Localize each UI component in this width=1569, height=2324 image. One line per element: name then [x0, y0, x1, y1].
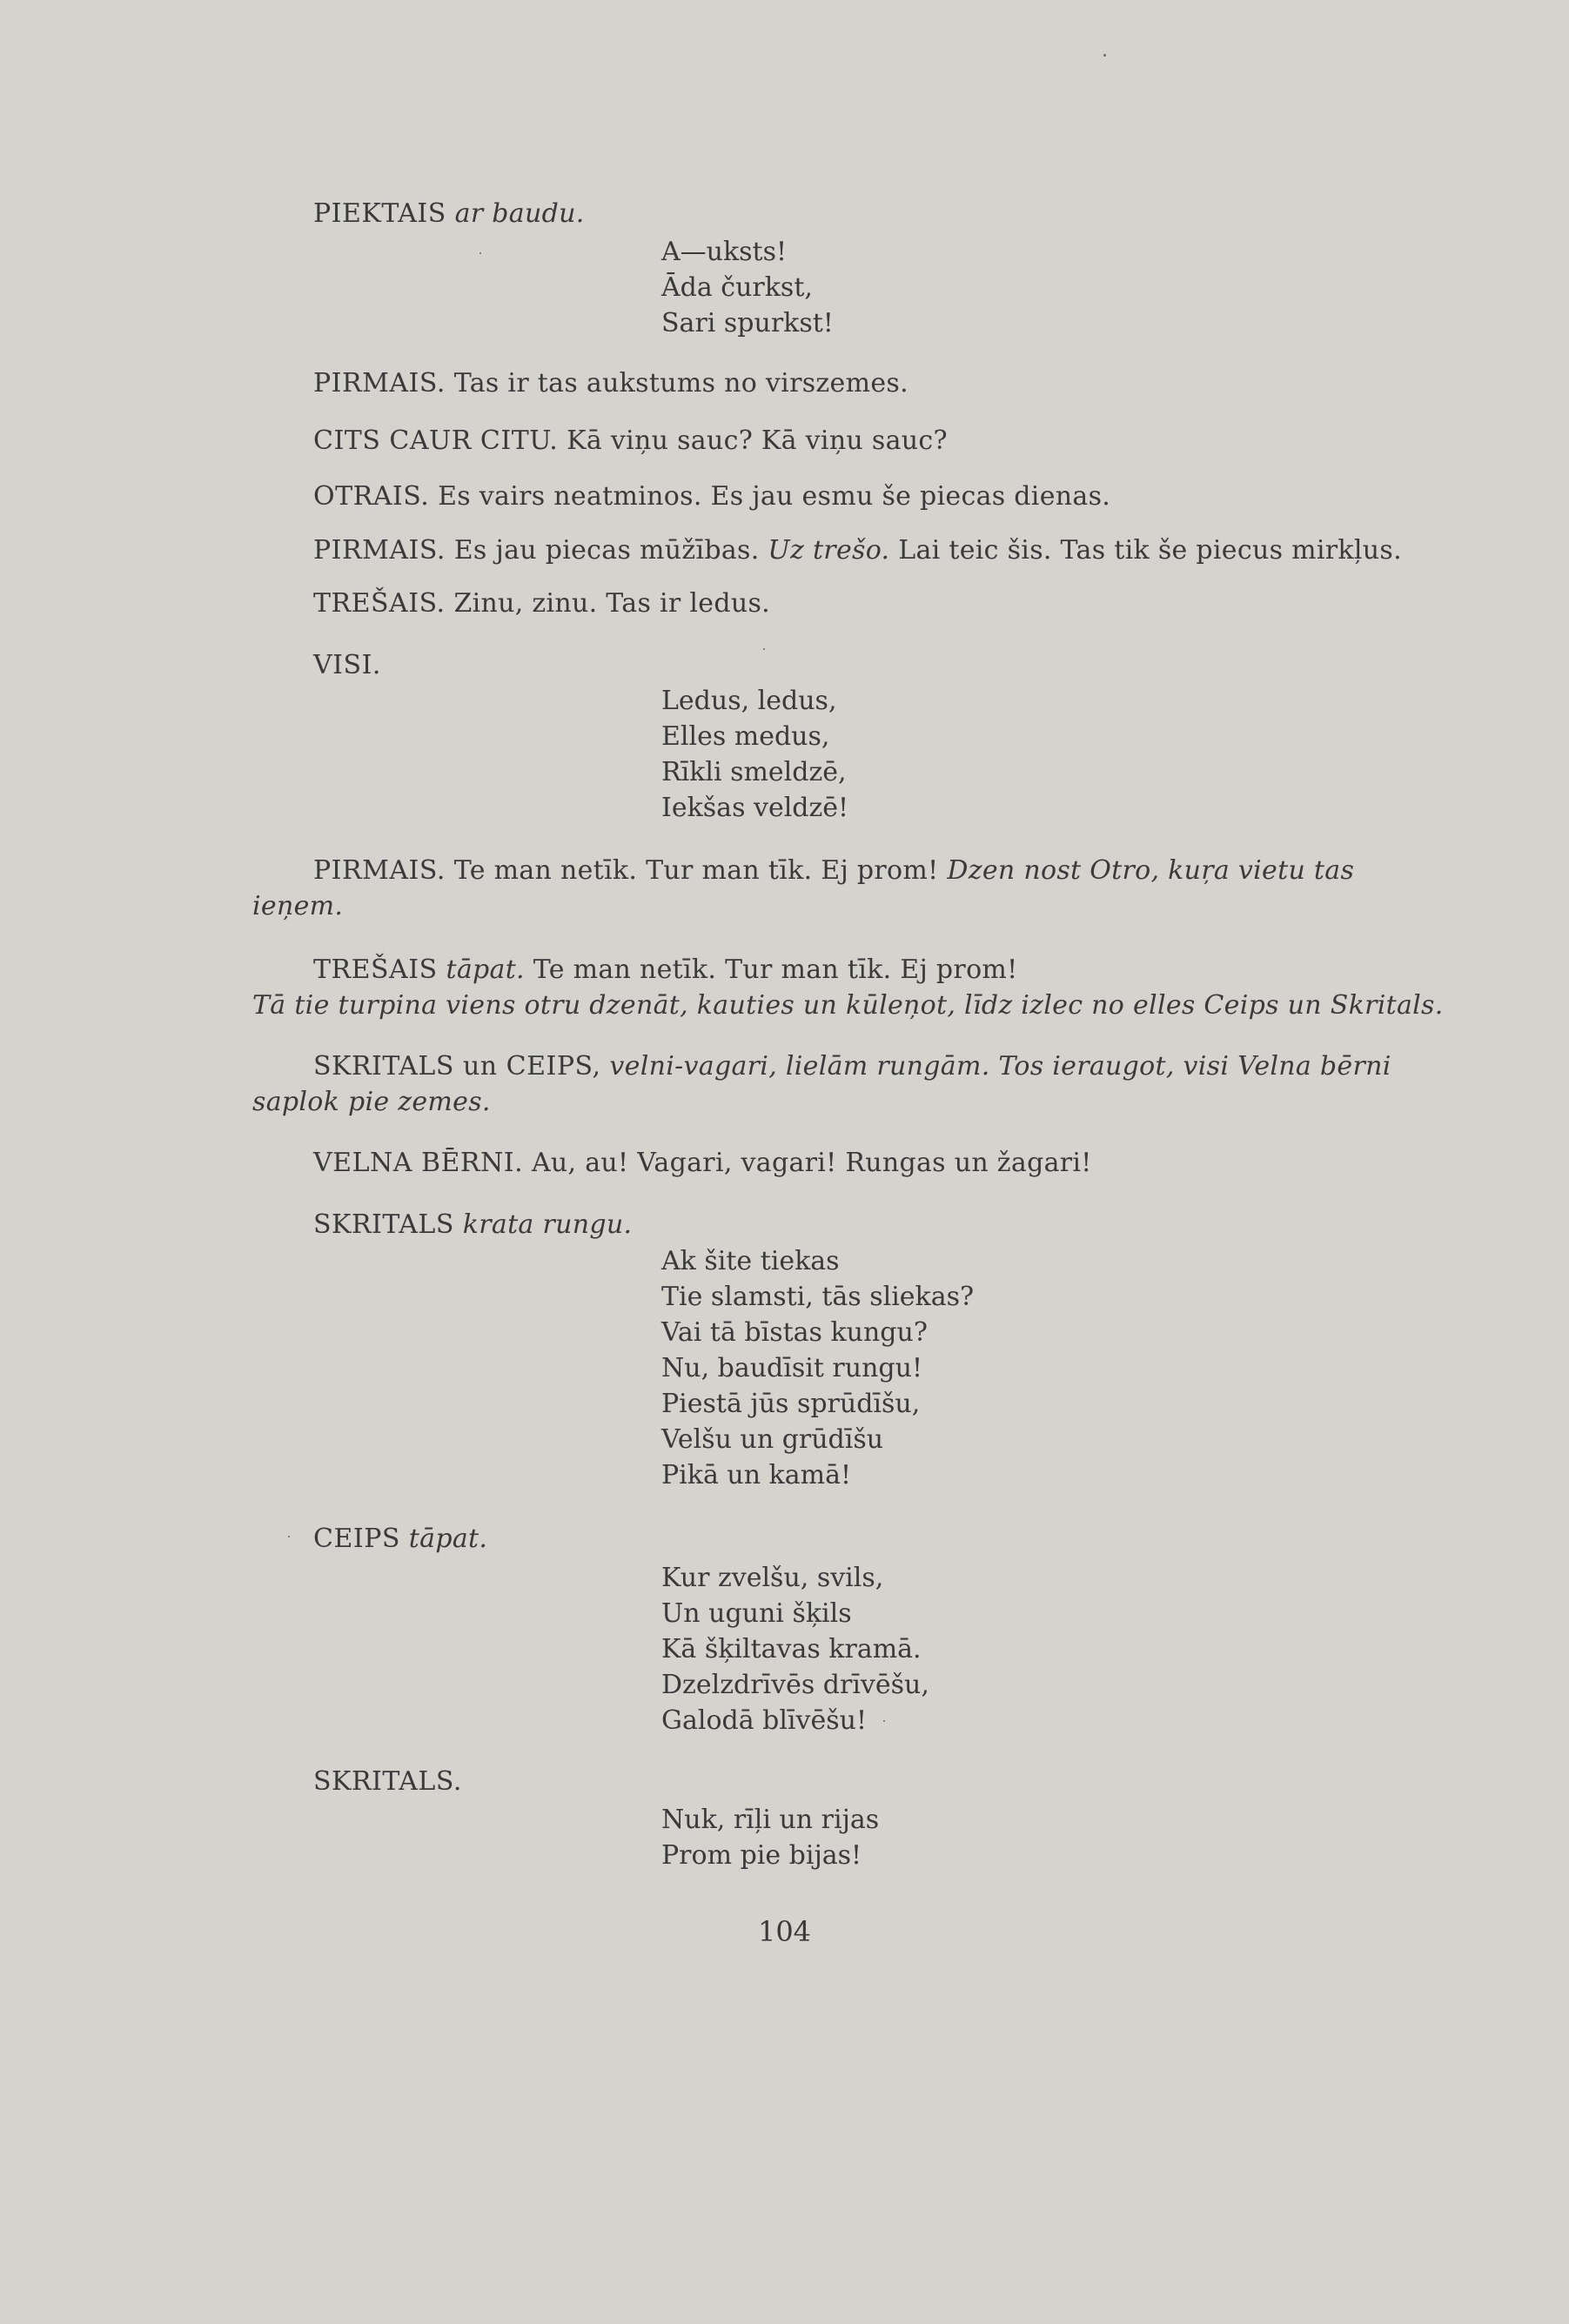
dialogue-line: [313, 854, 1354, 888]
stage-line: [313, 1208, 632, 1242]
verse-line: Iekšas veldzē!: [661, 793, 849, 823]
verse-block: [661, 234, 834, 341]
dialogue-line: [313, 533, 1402, 568]
verse-line: Tie slamsti, tās sliekas?: [661, 1282, 975, 1312]
dialogue-line: [313, 586, 770, 621]
verse-line: Dzelzdrīvēs drīvēšu,: [661, 1670, 929, 1700]
dialogue-text: Au, au! Vagari, vagari! Rungas un žagari!: [531, 1148, 1092, 1178]
verse-line: Sari spurkst!: [661, 308, 834, 338]
page-number: 104: [757, 1915, 812, 1948]
speaker-name: SKRITALS: [313, 1209, 454, 1240]
dialogue-text: Te man netīk. Tur man tīk. Ej prom!: [453, 855, 939, 886]
speaker-name: PIRMAIS.: [313, 368, 446, 398]
speaker-name: PIRMAIS.: [313, 535, 446, 566]
stage-direction: Uz trešo.: [768, 535, 890, 566]
paper-speck: [1103, 54, 1106, 57]
dialogue-text: Es jau piecas mūžības.: [453, 535, 760, 566]
dialogue-line: [313, 366, 909, 401]
stage-direction: velni-vagari, lielām rungām. Tos ieraugot, visi Velna bērni: [609, 1051, 1391, 1082]
verse-block: [661, 1802, 879, 1873]
stage-line: [313, 1049, 1391, 1084]
verse-block: [661, 683, 848, 826]
verse-line: Velšu un grūdīšu: [661, 1424, 884, 1455]
paper-speck: [479, 252, 481, 254]
verse-block: [661, 1243, 974, 1493]
speaker-name: VISI.: [313, 650, 381, 680]
dialogue-line: [313, 479, 1110, 514]
verse-line: Kā šķiltavas kramā.: [661, 1634, 922, 1664]
verse-line: A—uksts!: [661, 237, 788, 267]
speaker-name: PIRMAIS.: [313, 855, 446, 886]
paper-speck: [763, 648, 765, 650]
paper-speck: [288, 1536, 290, 1537]
verse-line: Elles medus,: [661, 721, 830, 752]
dialogue-text: Tas ir tas aukstums no virszemes.: [453, 368, 909, 398]
dialogue-line: [313, 953, 1018, 988]
verse-line: Kur zvelšu, svils,: [661, 1563, 884, 1593]
speaker-name: PIEKTAIS: [313, 198, 446, 229]
verse-line: Vai tā bīstas kungu?: [661, 1317, 928, 1348]
verse-line: Prom pie bijas!: [661, 1840, 862, 1871]
stage-line: [313, 648, 381, 683]
stage-line: [313, 1765, 462, 1799]
speaker-name: SKRITALS.: [313, 1766, 462, 1797]
stage-direction: krata rungu.: [462, 1209, 633, 1240]
speaker-name: CITS CAUR CITU.: [313, 425, 559, 456]
stage-line: [313, 197, 585, 231]
stage-direction: ar baudu.: [454, 198, 585, 229]
verse-line: Rīkli smeldzē,: [661, 757, 847, 787]
verse-line: Nuk, rīļi un rijas: [661, 1805, 880, 1835]
dialogue-line: [313, 1146, 1092, 1181]
verse-line: Ak šite tiekas: [661, 1246, 840, 1276]
stage-direction: ieņem.: [252, 891, 344, 921]
dialogue-text: Kā viņu sauc? Kā viņu sauc?: [567, 425, 948, 456]
stage-line: [313, 1522, 487, 1557]
stage-direction: tāpat.: [446, 954, 525, 985]
verse-line: Ledus, ledus,: [661, 686, 837, 716]
dialogue-text: Es vairs neatminos. Es jau esmu še piecas dienas.: [438, 481, 1111, 512]
dialogue-line: [313, 424, 948, 459]
speaker-name: SKRITALS un CEIPS,: [313, 1051, 601, 1082]
verse-line: Pikā un kamā!: [661, 1460, 852, 1490]
dialogue-text: Zinu, zinu. Tas ir ledus.: [453, 588, 770, 619]
speaker-name: TREŠAIS: [313, 954, 438, 985]
speaker-name: CEIPS: [313, 1524, 400, 1554]
verse-block: [661, 1560, 929, 1738]
verse-line: Un uguni šķils: [661, 1598, 852, 1629]
stage-direction: Dzen nost Otro, kuŗa vietu tas: [947, 855, 1355, 886]
stage-direction: tāpat.: [408, 1524, 488, 1554]
verse-line: Nu, baudīsit rungu!: [661, 1353, 922, 1383]
dialogue-text: Te man netīk. Tur man tīk. Ej prom!: [533, 954, 1018, 985]
speaker-name: VELNA BĒRNI.: [313, 1148, 524, 1178]
verse-line: Āda čurkst,: [661, 272, 813, 303]
speaker-name: TREŠAIS.: [313, 588, 446, 619]
verse-line: Galodā blīvēšu!: [661, 1705, 868, 1736]
stage-direction: saplok pie zemes.: [252, 1087, 491, 1117]
verse-line: Piestā jūs sprūdīšu,: [661, 1389, 921, 1419]
paper-speck: [883, 1720, 885, 1722]
speaker-name: OTRAIS.: [313, 481, 430, 512]
stage-direction: Tā tie turpina viens otru dzenāt, kauties un kūleņot, līdz izlec no elles Ceips un Skritals.: [252, 990, 1444, 1021]
dialogue-text: Lai teic šis. Tas tik še piecus mirkļus.: [898, 535, 1402, 566]
